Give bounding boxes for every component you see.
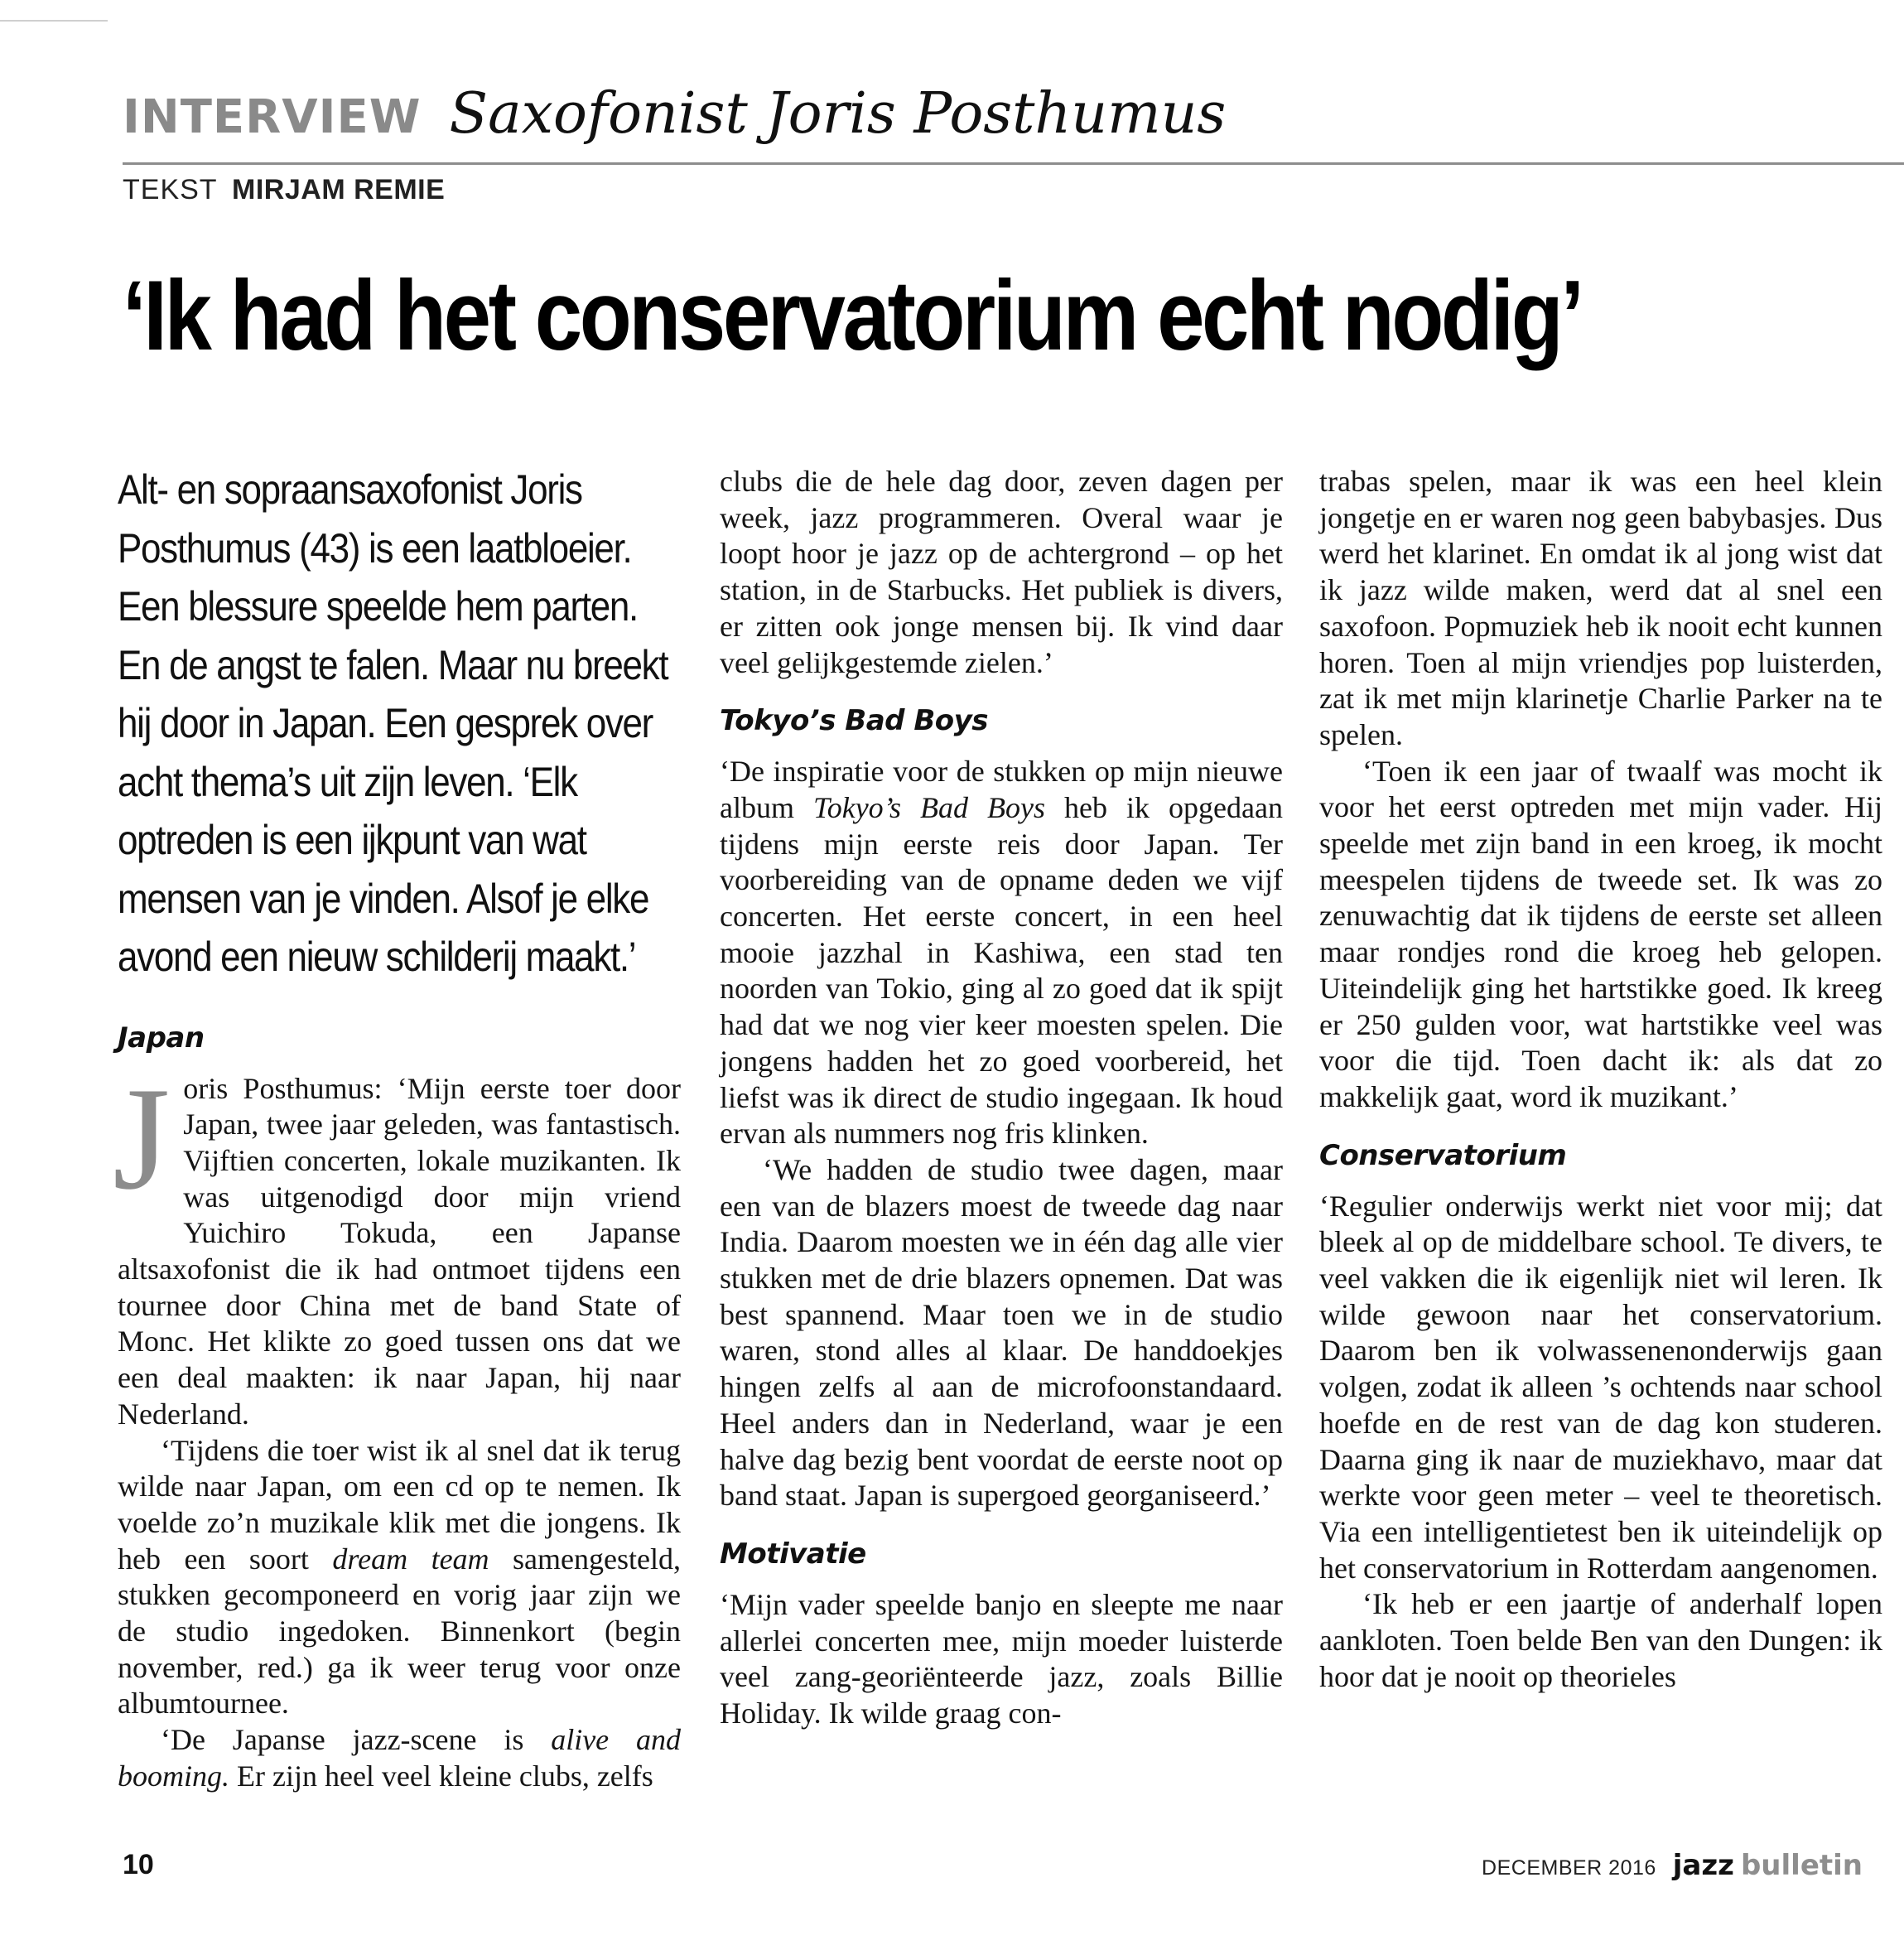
emphasis: alive and booming. [118, 1723, 681, 1793]
japan-body [113, 1055, 681, 1795]
text-run: heb ik opgedaan tijdens mijn eerste reis door Japan. Ter voorbereiding van de opname deden we vijf concerten. Het eerste concert, in een heel mooie jazzhal in Kashiwa, een stad ten noorden van Tokio, ging al zo goed dat ik spijt had dat we nog vier keer moesten spelen. Die jongens hadden het zo goed voorbereid, het liefst was ik direct de studio ingegaan. Ik houd ervan als nummers nog fris klinken. [720, 790, 1283, 1151]
section-kicker: INTERVIEW [123, 90, 422, 144]
text-run: ‘Tijdens die toer wist ik al snel dat ik terug wilde naar Japan, om een cd op te nemen. Ik voelde zo’n muzikale klik met die jongens. Ik heb een soort [118, 1433, 681, 1576]
issue-date: DECEMBER 2016 [1482, 1856, 1656, 1880]
magazine-logo-jazz: jazz [1672, 1849, 1734, 1882]
subhead-japan: Japan [118, 1021, 205, 1055]
article-headline: ‘Ik had het conservatorium echt nodig’ [123, 260, 1582, 371]
footer-masthead [1482, 1849, 1863, 1882]
subhead-motivatie: Motivatie [720, 1537, 866, 1571]
paragraph-continued [118, 1722, 681, 1794]
page-number: 10 [123, 1849, 154, 1880]
article-column-2 [720, 464, 1283, 1732]
paragraph: ‘Mijn vader speelde banjo en sleepte me naar allerlei concerten mee, mijn moeder luisterde veel zang-georiënteerde jazz, zoals Billie Holiday. Ik wilde graag con- [720, 1587, 1283, 1730]
paragraph-continuation: trabas spelen, maar ik was een heel klein jongetje en er waren nog geen babybasjes. Dus werd het klarinet. En omdat ik al jong wist dat ik jazz wilde maken, werd dat al snel een saxofoon. Popmuziek heb ik nooit echt kunnen horen. Toen al mijn vriendjes pop luisterden, zat ik met mijn klarinetje Charlie Parker na te spelen. [1319, 465, 1882, 751]
article-column-3 [1319, 464, 1882, 1696]
byline [123, 174, 445, 206]
article-column-1 [113, 461, 681, 1795]
text-run: ‘De Japanse jazz-scene is [161, 1723, 552, 1757]
paragraph: oris Posthumus: ‘Mijn eerste toer door Japan, twee jaar geleden, was fantastisch. Vijftien concerten, lokale muzikanten. Ik was uitgenodigd door mijn vriend Yuichiro Tokuda, een Japanse altsaxofonist die ik had ontmoet tijdens een tournee door China met de band State of Monc. Het klikte zo goed tussen ons dat we een deal maakten: ik naar Japan, hij naar Nederland. [118, 1071, 681, 1431]
paragraph: ‘Ik heb er een jaartje of anderhalf lopen aankloten. Toen belde Ben van den Dungen: ik hoor dat je nooit op theorieles [1319, 1587, 1882, 1693]
emphasis: dream team [332, 1542, 489, 1576]
byline-label: TEKST [123, 174, 218, 205]
paragraph [118, 1433, 681, 1723]
section-title: Saxofonist Joris Posthumus [449, 81, 1227, 147]
paragraph [720, 754, 1283, 1152]
subhead-conservatorium: Conservatorium [1319, 1138, 1567, 1172]
article-intro: Alt- en sopraansaxofonist Joris Posthumus (43) is een laatbloeier. Een blessure speelde hem parten. En de angst te falen. Maar nu breekt hij door in Japan. Een gesprek over acht thema’s uit zijn leven. ‘Elk optreden is een ijkpunt van wat mensen van je vinden. Alsof je elke avond een nieuw schilderij maakt.’ [118, 466, 668, 980]
section-header [123, 81, 1226, 147]
emphasis: Tokyo’s Bad Boys [813, 790, 1046, 824]
subhead-tokyos-bad-boys: Tokyo’s Bad Boys [720, 704, 988, 738]
text-run: ‘De inspiratie voor de stukken op mijn nieuwe album [720, 755, 1283, 824]
paragraph: ‘We hadden de studio twee dagen, maar een van de blazers moest de tweede dag naar India. Daarom moesten we in één dag alle vier stukken met de drie blazers opnemen. Dat was best spannend. Maar toen we in de studio waren, stond alles al klaar. De handdoekjes hingen zelfs al aan de microfoonstandaard. Heel anders dan in Nederland, waar je een halve dag bezig bent voordat de eerste noot op band staat. Japan is supergoed georganiseerd.’ [720, 1152, 1283, 1513]
paragraph: ‘Regulier onderwijs werkt niet voor mij; dat bleek al op de middelbare school. Te divers, te veel vakken die ik eigenlijk niet wil leren. Ik wilde gewoon naar het conservatorium. Daarom ben ik volwassenenonderwijs gaan volgen, zodat ik alleen ’s ochtends naar school hoefde en de rest van de dag kon studeren. Daarna ging ik naar de muziekhavo, maar dat werkte voor geen meter – veel te theoretisch. Via een intelligentietest ben ik uiteindelijk op het conservatorium in Rotterdam aangenomen. [1319, 1189, 1882, 1585]
text-run: samengesteld, stukken gecomponeerd en vorig jaar zijn we de studio ingedoken. Binnenkort (begin november, red.) ga ik weer terug voor onze albumtournee. [118, 1542, 681, 1721]
magazine-logo-bulletin: bulletin [1740, 1849, 1863, 1882]
scan-corner-mark [0, 20, 108, 22]
paragraph: ‘Toen ik een jaar of twaalf was mocht ik voor het eerst optreden met mijn vader. Hij speelde met zijn band in een kroeg, ik mocht meespelen tijdens de tweede set. Ik was zo zenuwachtig dat ik tijdens de eerste set alleen maar rondjes rond die kroeg heb gelopen. Uiteindelijk ging het hartstikke goed. Ik kreeg er 250 gulden voor, wat hartstikke veel was voor die tijd. Toen dacht ik: als dat zo makkelijk gaat, word ik muzikant.’ [1319, 754, 1882, 1113]
byline-author: MIRJAM REMIE [232, 174, 446, 205]
text-run: Er zijn heel veel kleine clubs, zelfs [229, 1759, 653, 1793]
header-divider [123, 162, 1904, 165]
drop-cap: J [113, 1055, 171, 1220]
paragraph-continuation: clubs die de hele dag door, zeven dagen per week, jazz programmeren. Overal waar je loopt hoor je jazz op de achtergrond – op het station, in de Starbucks. Het publiek is divers, er zitten ook jonge mensen bij. Ik vind daar veel gelijkgestemde zielen.’ [720, 465, 1283, 679]
